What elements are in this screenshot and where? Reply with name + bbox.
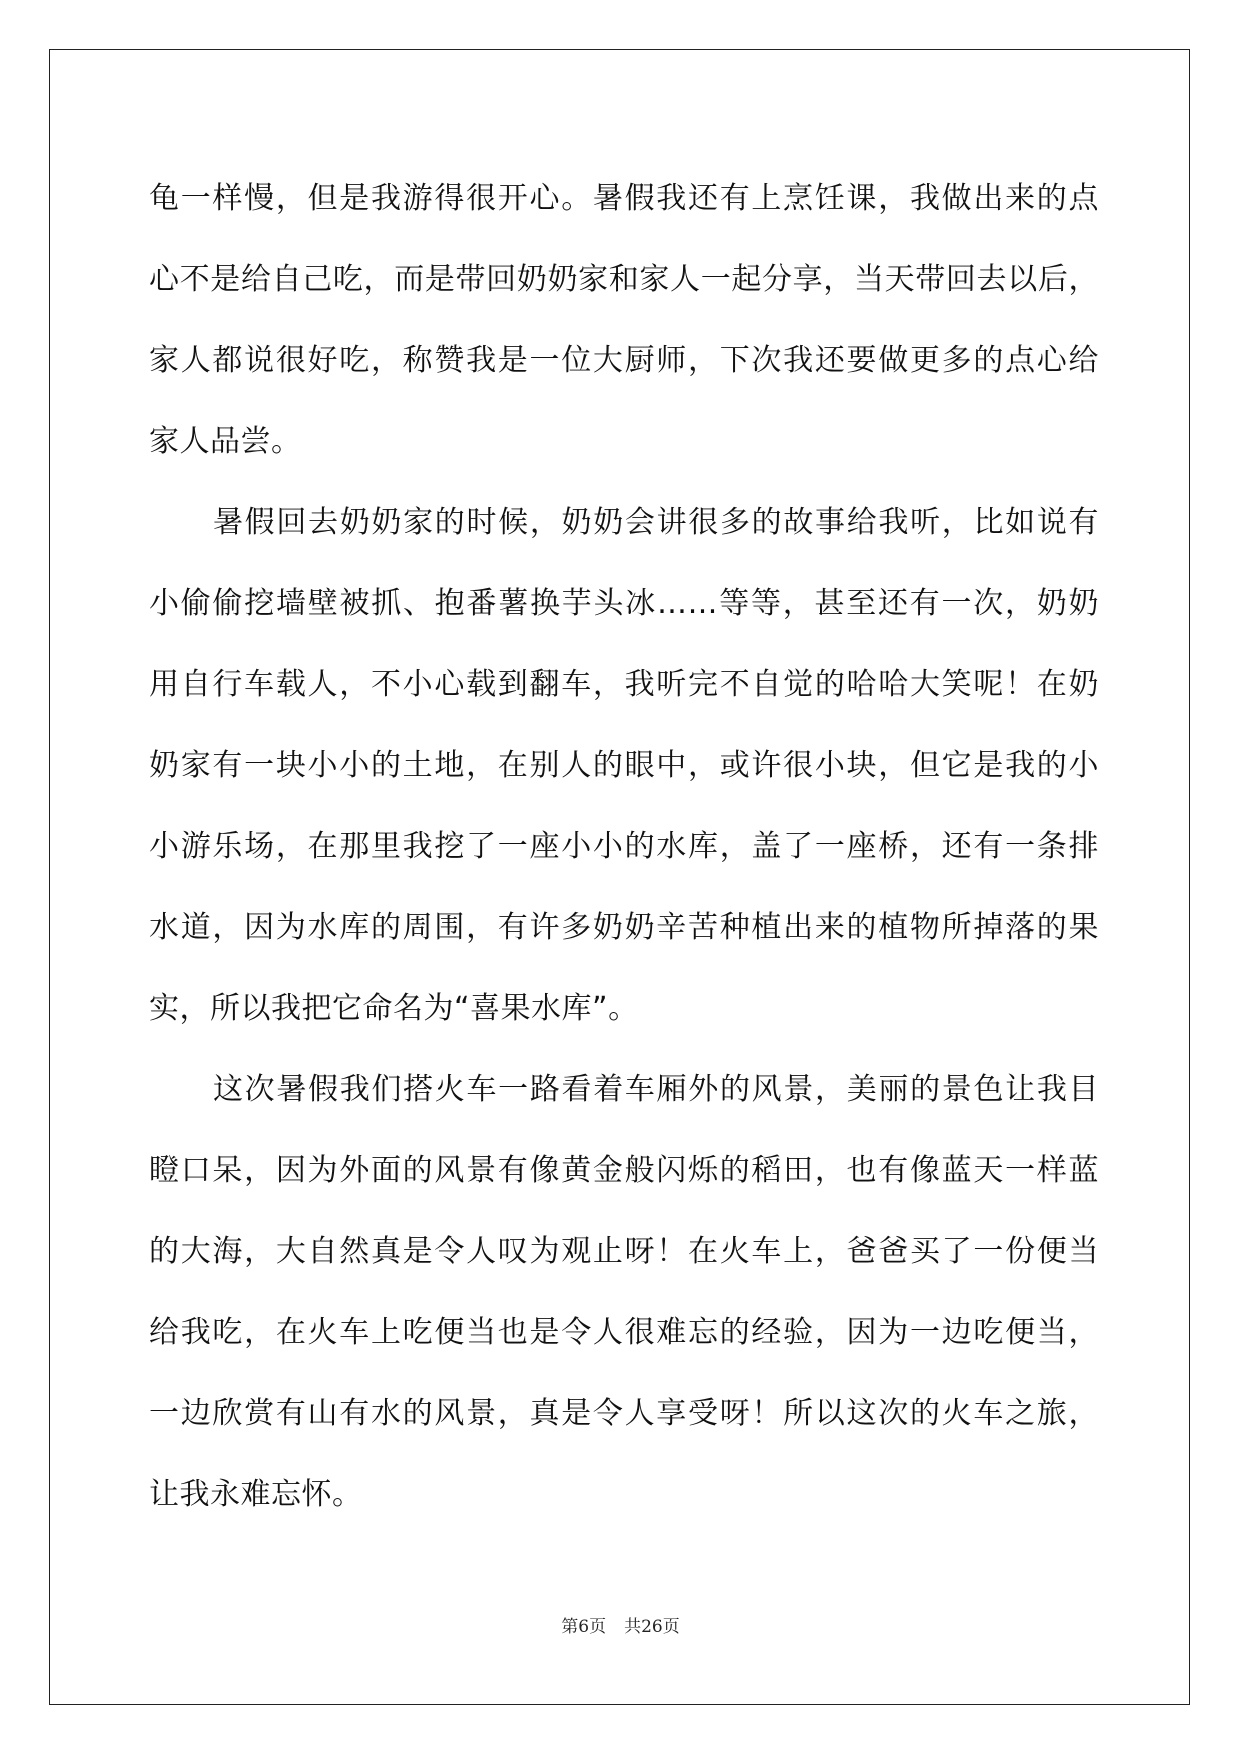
- text-line: 暑假回去奶奶家的时候，奶奶会讲很多的故事给我听，比如说有: [213, 505, 1099, 540]
- text-line: 的大海，大自然真是令人叹为观止呀！在火车上，爸爸买了一份便当: [149, 1234, 1099, 1269]
- text-line: 小游乐场，在那里我挖了一座小小的水库，盖了一座桥，还有一条排: [149, 829, 1099, 864]
- text-line: 小偷偷挖墙壁被抓、抱番薯换芋头冰……等等，甚至还有一次，奶奶: [149, 586, 1099, 621]
- text-line: 龟一样慢，但是我游得很开心。暑假我还有上烹饪课，我做出来的点: [149, 181, 1099, 216]
- text-line: 让我永难忘怀。: [149, 1477, 363, 1512]
- document-body: [149, 158, 1099, 1535]
- text-line: 实，所以我把它命名为“喜果水库”。: [149, 991, 639, 1026]
- text-line: 心不是给自己吃，而是带回奶奶家和家人一起分享，当天带回去以后，: [149, 262, 1099, 297]
- text-line: 家人都说很好吃，称赞我是一位大厨师，下次我还要做更多的点心给: [149, 343, 1099, 378]
- text-line: 瞪口呆，因为外面的风景有像黄金般闪烁的稻田，也有像蓝天一样蓝: [149, 1153, 1099, 1188]
- page-footer: [0, 1612, 1241, 1637]
- text-line: 奶家有一块小小的土地，在别人的眼中，或许很小块，但它是我的小: [149, 748, 1099, 783]
- text-line: 水道，因为水库的周围，有许多奶奶辛苦种植出来的植物所掉落的果: [149, 910, 1099, 945]
- text-line: 家人品尝。: [149, 424, 302, 459]
- text-line: 给我吃，在火车上吃便当也是令人很难忘的经验，因为一边吃便当，: [149, 1315, 1099, 1350]
- page-total: 共26页: [624, 1617, 680, 1637]
- page-number: 第6页: [561, 1617, 607, 1637]
- text-line: 一边欣赏有山有水的风景，真是令人享受呀！所以这次的火车之旅，: [149, 1396, 1099, 1431]
- text-line: 用自行车载人，不小心载到翻车，我听完不自觉的哈哈大笑呢！在奶: [149, 667, 1099, 702]
- text-line: 这次暑假我们搭火车一路看着车厢外的风景，美丽的景色让我目: [213, 1072, 1099, 1107]
